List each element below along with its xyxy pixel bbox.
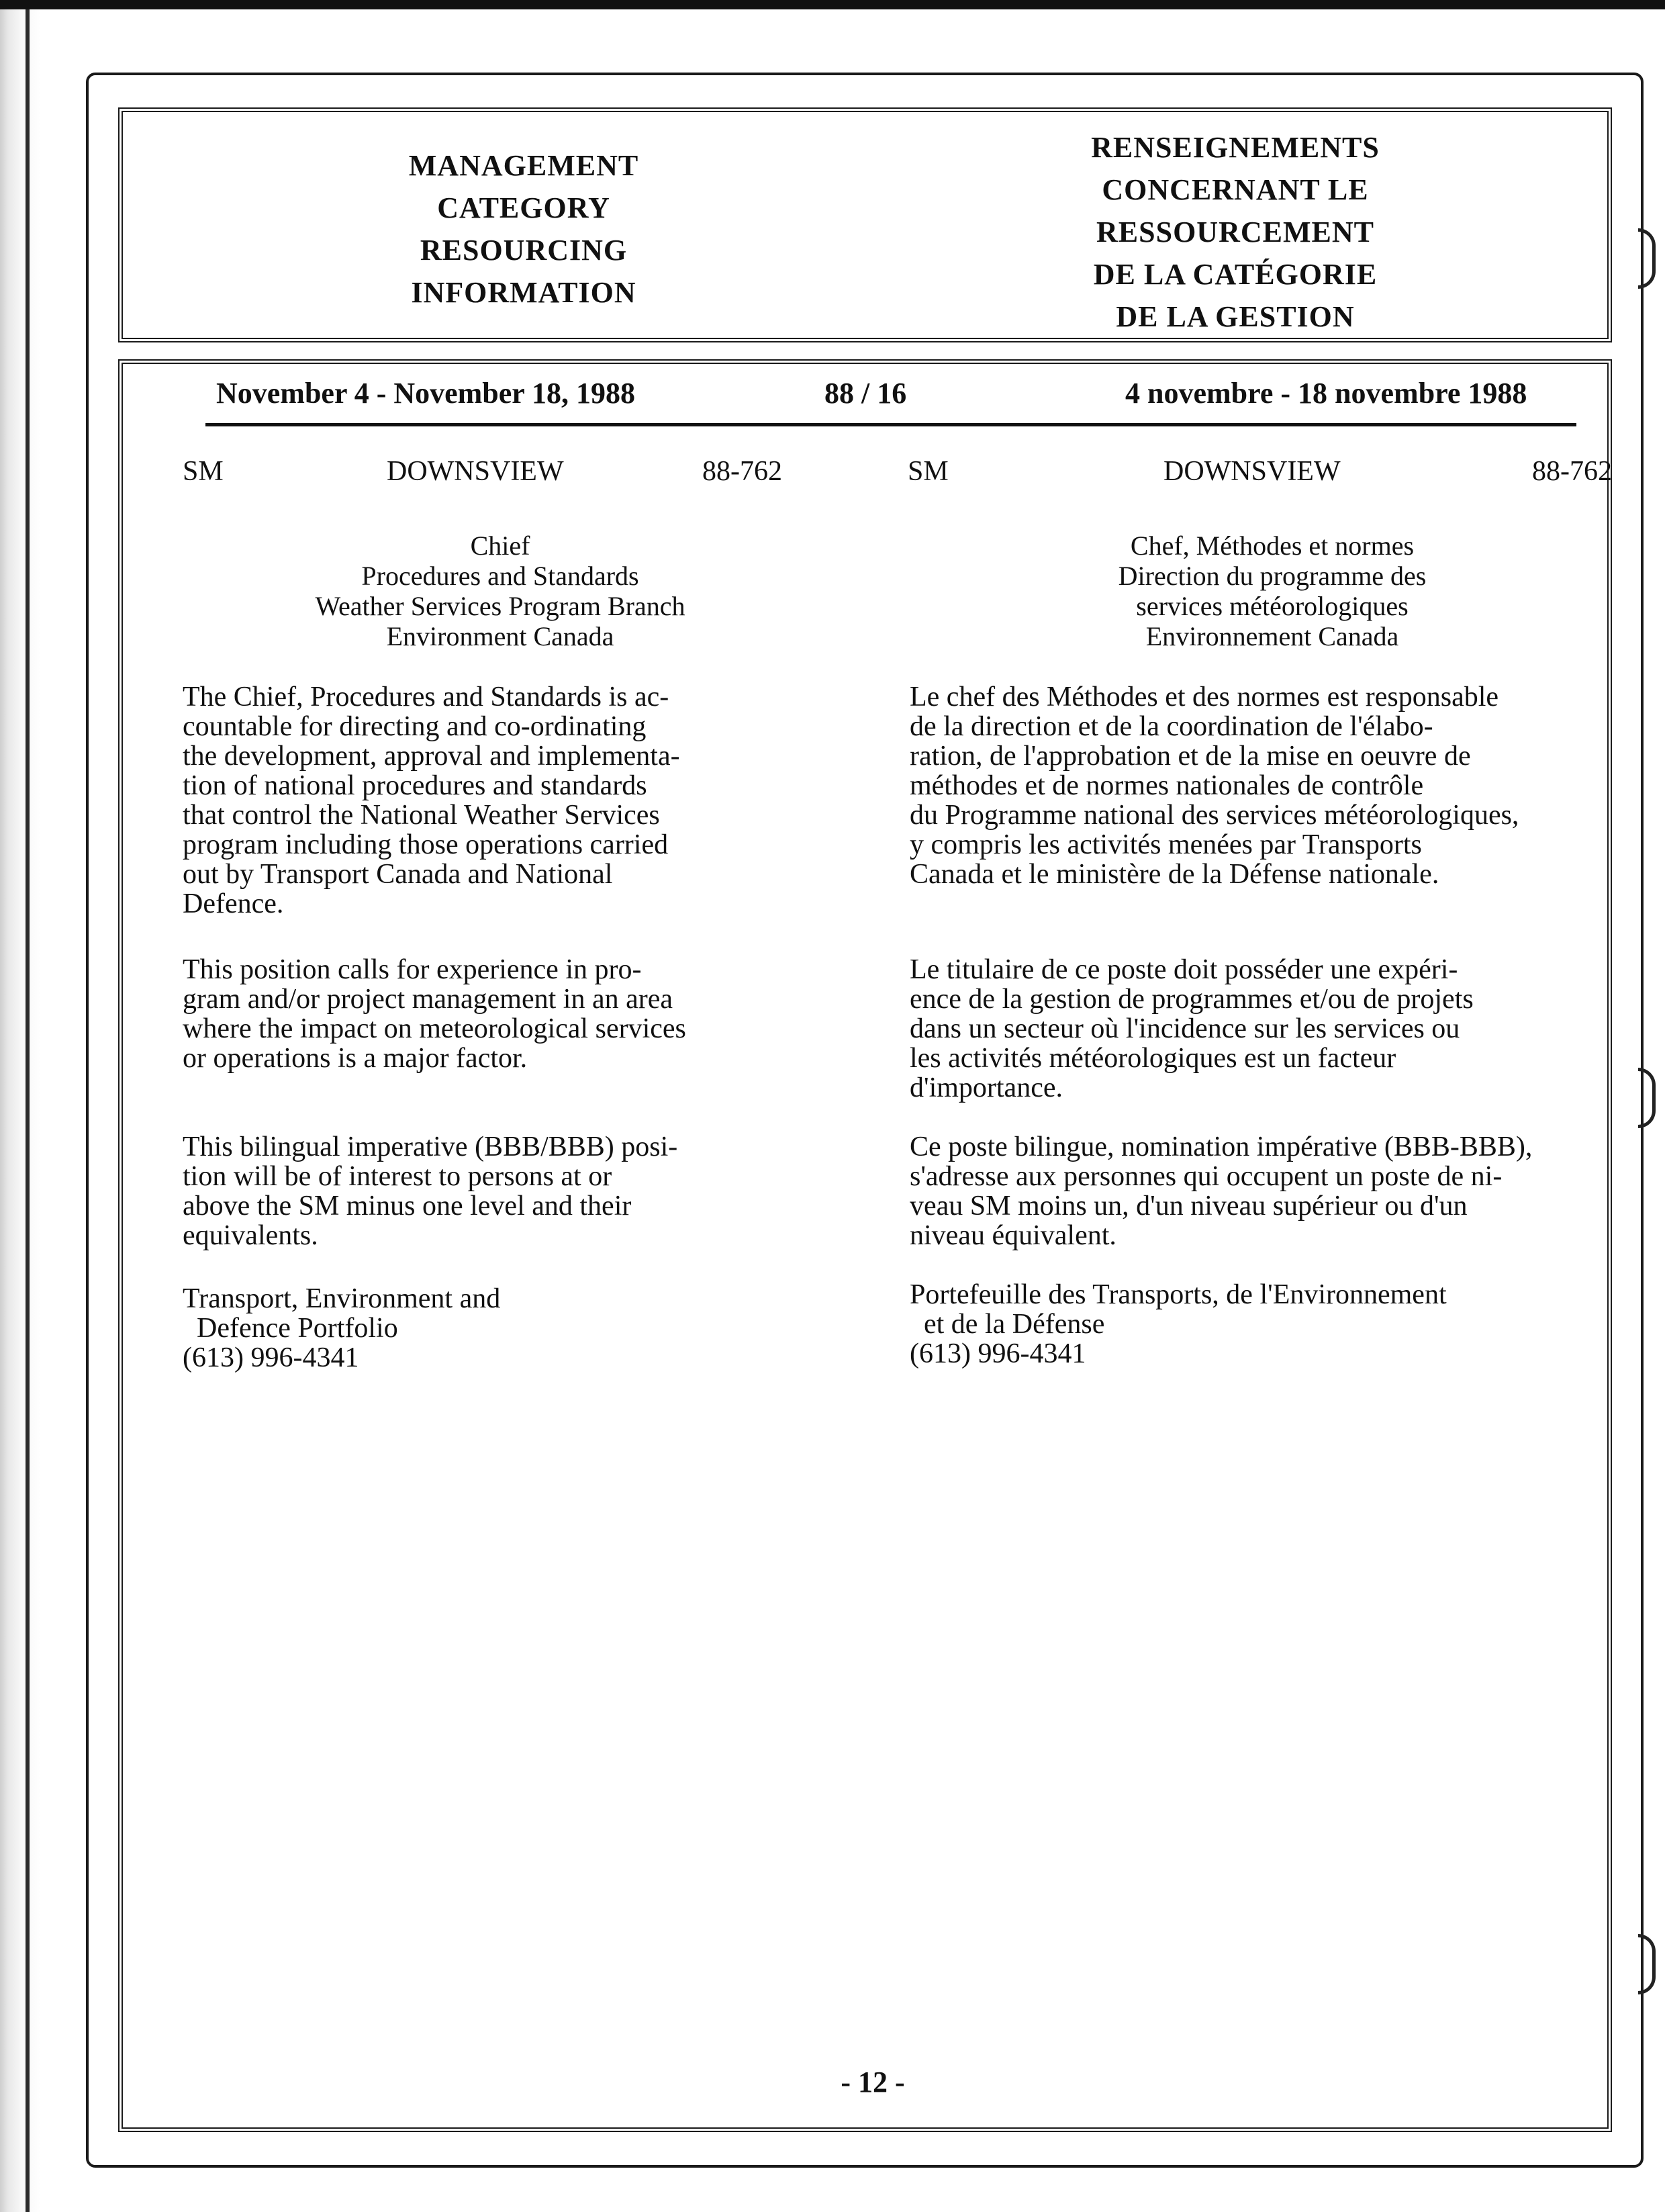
binding-edge	[0, 9, 47, 2212]
text-line: d'importance.	[910, 1072, 1063, 1103]
french-duties-paragraph	[910, 682, 1621, 889]
scan-top-edge	[0, 0, 1665, 9]
french-experience-paragraph	[910, 955, 1621, 1103]
text-line: de la direction et de la coordination de l'élabo-	[910, 711, 1433, 742]
text-line: ence de la gestion de programmes et/ou de projets	[910, 984, 1474, 1015]
text-line: Ce poste bilingue, nomination impérative (BBB-BBB),	[910, 1132, 1533, 1162]
title-line: Direction du programme des	[1118, 561, 1427, 591]
header-french	[1047, 126, 1423, 338]
english-contact	[183, 1284, 800, 1373]
competition-number-en: 88-762	[702, 456, 782, 487]
issue-number: 88 / 16	[824, 377, 907, 410]
group-en: SM	[183, 456, 224, 487]
text-line: where the impact on meteorological services	[183, 1013, 686, 1044]
text-line: méthodes et de normes nationales de contrôle	[910, 770, 1424, 801]
text-line: program including those operations carried	[183, 829, 669, 860]
text-line: s'adresse aux personnes qui occupent un poste de ni-	[910, 1161, 1503, 1192]
binder-ring	[1638, 228, 1656, 289]
english-duties-paragraph	[183, 682, 800, 919]
issue-date-french: 4 novembre - 18 novembre 1988	[1125, 377, 1527, 410]
binder-ring	[1638, 1068, 1656, 1128]
text-line: countable for directing and co-ordinating	[183, 711, 647, 742]
divider	[205, 423, 1576, 426]
text-line: les activités météorologiques est un facteur	[910, 1043, 1396, 1074]
text-line: du Programme national des services météorologiques,	[910, 800, 1519, 831]
text-line: gram and/or project management in an area	[183, 984, 673, 1015]
title-line: Weather Services Program Branch	[315, 591, 685, 621]
group-fr: SM	[908, 456, 949, 487]
text-line: or operations is a major factor.	[183, 1043, 528, 1074]
text-line: above the SM minus one level and their	[183, 1191, 632, 1222]
text-line: et de la Défense	[910, 1309, 1105, 1340]
english-experience-paragraph	[183, 955, 800, 1073]
text-line: Defence Portfolio	[183, 1313, 398, 1344]
french-bilingual-paragraph	[910, 1132, 1621, 1250]
text-line: Portefeuille des Transports, de l'Environnement	[910, 1279, 1447, 1310]
text-line: Defence.	[183, 888, 284, 919]
job-title-french	[1020, 531, 1524, 651]
text-line: The Chief, Procedures and Standards is ac-	[183, 682, 669, 712]
phone-number: (613) 996-4341	[910, 1338, 1086, 1369]
text-line: Canada et le ministère de la Défense nationale.	[910, 859, 1439, 890]
location-fr: DOWNSVIEW	[1163, 456, 1341, 487]
text-line: tion of national procedures and standards	[183, 770, 647, 801]
text-line: Le chef des Méthodes et des normes est responsable	[910, 682, 1499, 712]
text-line: that control the National Weather Services	[183, 800, 660, 831]
text-line: tion will be of interest to persons at or	[183, 1161, 612, 1192]
title-line: Environnement Canada	[1145, 621, 1399, 651]
header-line: CONCERNANT LE	[1102, 173, 1369, 206]
location-en: DOWNSVIEW	[387, 456, 564, 487]
text-line: Transport, Environment and	[183, 1283, 501, 1314]
header-line: CATEGORY	[437, 191, 610, 224]
header-line: RENSEIGNEMENTS	[1091, 131, 1380, 164]
title-line: Chief	[470, 531, 530, 561]
competition-number-fr: 88-762	[1532, 456, 1612, 487]
header-line: RESOURCING	[420, 234, 628, 267]
english-bilingual-paragraph	[183, 1132, 800, 1250]
phone-number: (613) 996-4341	[183, 1342, 359, 1373]
header-english	[349, 144, 698, 314]
title-line: services météorologiques	[1136, 591, 1409, 621]
text-line: equivalents.	[183, 1220, 318, 1251]
header-line: MANAGEMENT	[408, 149, 639, 182]
text-line: veau SM moins un, d'un niveau supérieur ou d'un	[910, 1191, 1468, 1222]
binder-ring	[1638, 1934, 1656, 1994]
title-line: Procedures and Standards	[361, 561, 639, 591]
text-line: This bilingual imperative (BBB/BBB) posi-	[183, 1132, 678, 1162]
text-line: the development, approval and implementa-	[183, 741, 680, 772]
title-line: Chef, Méthodes et normes	[1130, 531, 1415, 561]
page-number: - 12 -	[841, 2066, 905, 2099]
title-line: Environment Canada	[386, 621, 614, 651]
text-line: Le titulaire de ce poste doit posséder une expéri-	[910, 954, 1458, 985]
text-line: This position calls for experience in pro-	[183, 954, 642, 985]
job-title-english	[255, 531, 745, 651]
header-line: DE LA GESTION	[1116, 300, 1355, 333]
issue-date-english: November 4 - November 18, 1988	[216, 377, 636, 410]
header-line: DE LA CATÉGORIE	[1093, 258, 1378, 291]
text-line: dans un secteur où l'incidence sur les services ou	[910, 1013, 1460, 1044]
french-contact	[910, 1280, 1621, 1369]
header-line: RESSOURCEMENT	[1096, 216, 1374, 248]
header-line: INFORMATION	[411, 276, 636, 309]
text-line: ration, de l'approbation et de la mise en oeuvre de	[910, 741, 1471, 772]
text-line: y compris les activités menées par Transports	[910, 829, 1422, 860]
text-line: niveau équivalent.	[910, 1220, 1116, 1251]
text-line: out by Transport Canada and National	[183, 859, 613, 890]
